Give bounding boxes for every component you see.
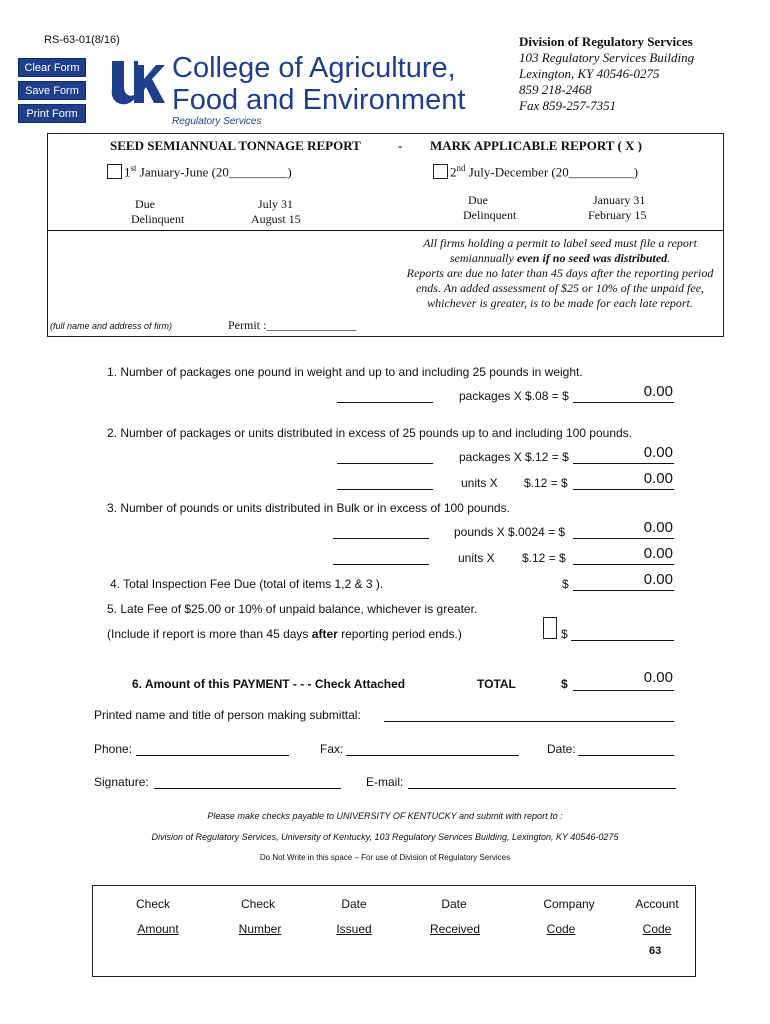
mark-applicable: MARK APPLICABLE REPORT ( X ) [430,138,643,153]
item-2-rate-a: packages X $.12 = $ [459,450,569,464]
notice-line-2c: . [667,251,671,265]
notice-line-2a: semiannually [449,251,517,265]
total-label: TOTAL [477,677,516,691]
col-date-received-bottom: Received [429,922,481,936]
item-5-note-c: reporting period ends.) [337,627,462,641]
item-4-text: 4. Total Inspection Fee Due (total of items 1,2 & 3 ). [110,577,384,591]
total-amount-line[interactable] [573,690,674,691]
signature-label: Signature: [94,775,149,789]
item-3-rate-b: $.12 = $ [522,551,566,565]
division-name: Division of Regulatory Services [519,34,693,49]
date-label: Date: [547,742,576,756]
first-period-text: January-June (20_________) [139,164,292,180]
filing-notice [405,236,715,311]
firm-name-label: (full name and address of firm) [50,321,173,331]
item-3-units-label: units X [458,551,495,565]
late-fee-checkbox[interactable] [543,617,557,639]
item-2-units-label: units X [461,476,498,490]
item-2-text: 2. Number of packages or units distributed in excess of 25 pounds up to and including 100 pounds. [107,426,633,440]
item-1-amount[interactable]: 0.00 [643,383,673,400]
first-due-date: July 31 [258,197,294,211]
item-5-note [107,627,462,641]
email-label: E-mail: [366,775,404,789]
signature-field[interactable] [154,788,341,789]
footer-line-3: Do Not Write in this space – For use of Division of Regulatory Services [259,853,511,862]
item-2-amount-b[interactable]: 0.00 [643,470,673,487]
col-company-code-bottom: Code [546,922,576,936]
notice-line-2 [405,251,715,266]
logo-line-2: Food and Environment [172,84,466,116]
col-check-amount-top: Check [135,897,170,911]
notice-line-2b: even if no seed was distributed [516,251,668,265]
phone-field[interactable] [136,755,289,756]
item-3-amount-b-line[interactable] [573,564,674,565]
total-dollar: $ [561,677,568,691]
col-check-amount-bottom: Amount [137,922,179,936]
second-period-text: July-December (20__________) [468,164,639,180]
second-delinquent-date: February 15 [588,208,647,222]
col-check-number-bottom: Number [238,922,282,936]
notice-line-4: ends. An added assessment of $25 or 10% of the unpaid fee, [415,281,705,295]
item-5-dollar: $ [561,627,568,641]
item-4-amount[interactable]: 0.00 [643,571,673,588]
second-period-ordinal: 2 [450,164,457,180]
uk-logo-icon [104,57,166,109]
email-field[interactable] [408,788,676,789]
item-3-rate-a: pounds X $.0024 = $ [454,525,566,539]
notice-line-1: All firms holding a permit to label seed must file a report [423,236,697,250]
footer-line-1: Please make checks payable to UNIVERSITY OF KENTUCKY and submit with report to : [207,811,563,821]
second-due-date: January 31 [593,193,646,207]
item-3-pounds-field[interactable] [333,538,429,539]
logo-line-1: College of Agriculture, [172,52,456,84]
item-2-amount-a-line[interactable] [573,463,674,464]
first-period-checkbox[interactable] [107,164,122,179]
clear-form-button[interactable]: Clear Form [18,58,86,77]
second-period-sup: nd [456,163,466,173]
col-date-issued-bottom: Issued [336,922,372,936]
first-period-label [124,163,292,180]
item-1-amount-line[interactable] [573,402,674,403]
first-delinquent-label: Delinquent [131,212,185,226]
item-1-text: 1. Number of packages one pound in weight and up to and including 25 pounds in weight. [107,365,583,379]
permit-field[interactable]: Permit :_______________ [228,318,357,332]
item-2-units-field[interactable] [337,489,433,490]
phone-label: Phone: [94,742,133,756]
contact-building: 103 Regulatory Services Building [519,50,695,65]
item-3-amount-a-line[interactable] [573,538,674,539]
item-1-rate: packages X $.08 = $ [459,389,569,403]
contact-fax: Fax 859-257-7351 [519,98,617,113]
print-form-button[interactable]: Print Form [18,104,86,123]
second-due-label: Due [468,193,488,207]
item-5-amount-line[interactable] [571,640,674,641]
account-code-value: 63 [649,945,662,957]
item-1-packages-field[interactable] [337,402,433,403]
item-5-note-a: (Include if report is more than 45 days [107,627,312,641]
fax-field[interactable] [346,755,519,756]
uk-logo [104,57,166,109]
first-period-sup: st [130,163,137,173]
item-3-amount-a[interactable]: 0.00 [643,519,673,536]
item-5-note-b: after [311,627,338,641]
item-4-amount-line[interactable] [573,590,674,591]
header-divider [47,230,724,231]
item-2-packages-field[interactable] [337,463,433,464]
item-5-text: 5. Late Fee of $25.00 or 10% of unpaid balance, whichever is greater. [107,602,478,616]
first-delinquent-date: August 15 [251,212,301,226]
printed-name-field[interactable] [384,721,674,722]
col-account-code-top: Account [635,897,679,911]
item-3-text: 3. Number of pounds or units distributed in Bulk or in excess of 100 pounds. [107,501,510,515]
second-period-label [450,163,638,180]
item-3-amount-b[interactable]: 0.00 [643,545,673,562]
notice-line-5: whichever is greater, is to be made for each late report. [427,296,693,310]
footer-line-2: Division of Regulatory Services, University of Kentucky, 103 Regulatory Services Building, Lexington, KY 40546-0275 [151,832,619,842]
col-company-code-top: Company [543,897,595,911]
contact-phone: 859 218-2468 [519,82,592,97]
contact-city: Lexington, KY 40546-0275 [519,66,660,81]
total-amount[interactable]: 0.00 [643,669,673,686]
header-dash: - [398,138,403,153]
notice-line-3: Reports are due no later than 45 days after the reporting period [406,266,714,280]
form-id: RS-63-01(8/16) [44,34,120,46]
first-period-ordinal: 1 [124,164,131,180]
save-form-button[interactable]: Save Form [18,81,86,100]
item-4-dollar: $ [562,577,569,591]
printed-name-label: Printed name and title of person making submittal: [94,708,361,722]
item-2-amount-a[interactable]: 0.00 [643,444,673,461]
first-due-label: Due [135,197,155,211]
col-date-issued-top: Date [341,897,367,911]
item-3-units-field[interactable] [333,564,429,565]
col-check-number-top: Check [240,897,275,911]
report-title: SEED SEMIANNUAL TONNAGE REPORT [110,138,361,153]
col-date-received-top: Date [441,897,467,911]
item-2-rate-b: $.12 = $ [524,476,568,490]
fax-label: Fax: [320,742,344,756]
logo-subtitle: Regulatory Services [172,116,262,127]
item-6-text: 6. Amount of this PAYMENT - - - Check Attached [132,677,406,691]
second-period-checkbox[interactable] [433,164,448,179]
date-field[interactable] [578,755,674,756]
col-account-code-bottom: Code [642,922,672,936]
second-delinquent-label: Delinquent [463,208,517,222]
item-2-amount-b-line[interactable] [573,489,674,490]
